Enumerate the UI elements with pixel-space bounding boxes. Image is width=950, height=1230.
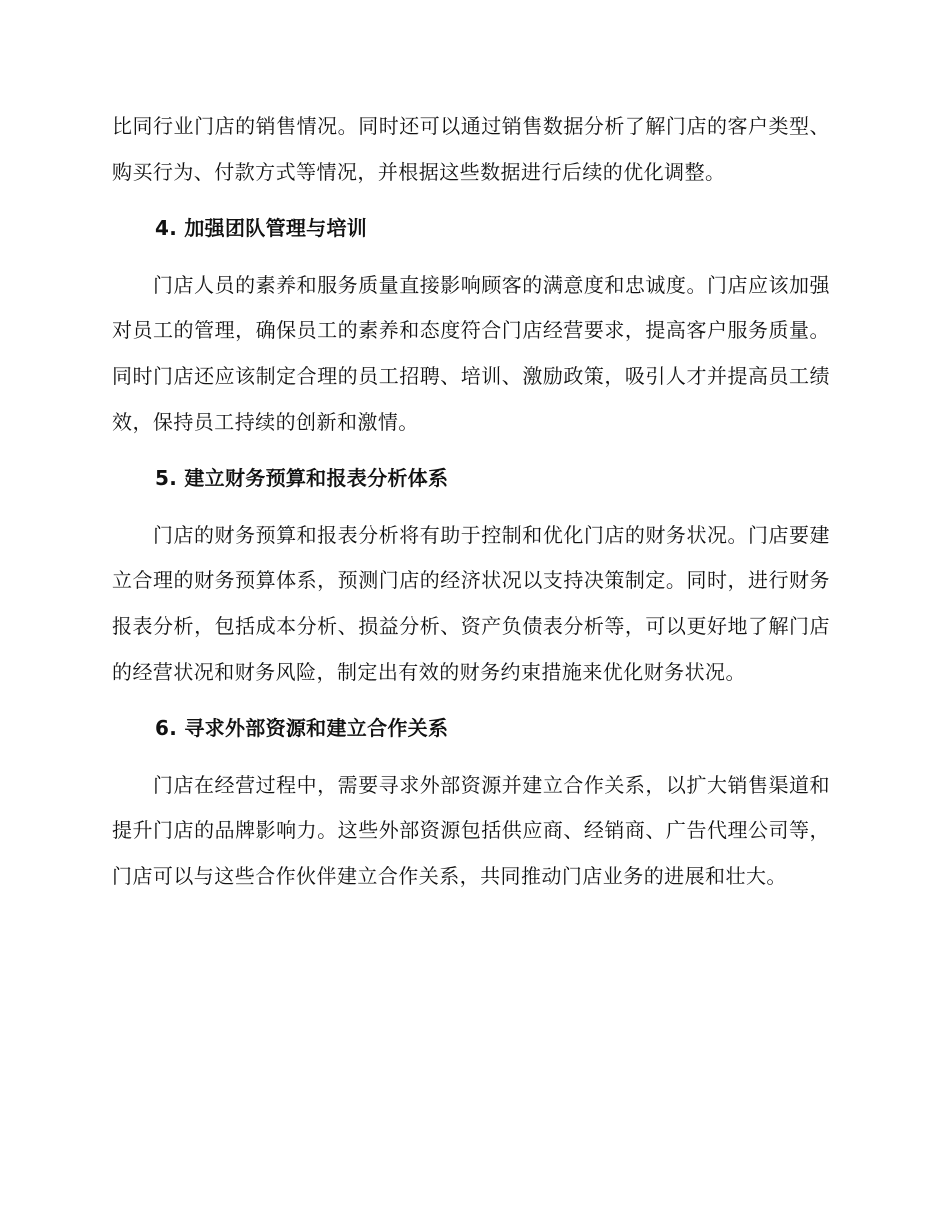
paragraph-sales-analysis-continued: 比同行业门店的销售情况。同时还可以通过销售数据分析了解门店的客户类型、购买行为、付款方式等情况，并根据这些数据进行后续的优化调整。 (112, 114, 830, 184)
section-heading-5: 5. 建立财务预算和报表分析体系 (155, 466, 449, 491)
paragraph-financial-budget: 门店的财务预算和报表分析将有助于控制和优化门店的财务状况。门店要建立合理的财务预算体系，预测门店的经济状况以支持决策制定。同时，进行财务报表分析，包括成本分析、损益分析、资产负债表分析等，可以更好地了解门店的经营状况和财务风险，制定出有效的财务约束措施来优化财务状况。 (112, 522, 830, 684)
section-heading-4: 4. 加强团队管理与培训 (155, 216, 368, 241)
section-heading-6: 6. 寻求外部资源和建立合作关系 (155, 716, 449, 741)
paragraph-external-resources: 门店在经营过程中，需要寻求外部资源并建立合作关系，以扩大销售渠道和提升门店的品牌影响力。这些外部资源包括供应商、经销商、广告代理公司等，门店可以与这些合作伙伴建立合作关系，共同推动门店业务的进展和壮大。 (112, 772, 830, 888)
document-body (112, 104, 830, 900)
paragraph-team-management: 门店人员的素养和服务质量直接影响顾客的满意度和忠诚度。门店应该加强对员工的管理，确保员工的素养和态度符合门店经营要求，提高客户服务质量。同时门店还应该制定合理的员工招聘、培训、激励政策，吸引人才并提高员工绩效，保持员工持续的创新和激情。 (112, 272, 830, 434)
